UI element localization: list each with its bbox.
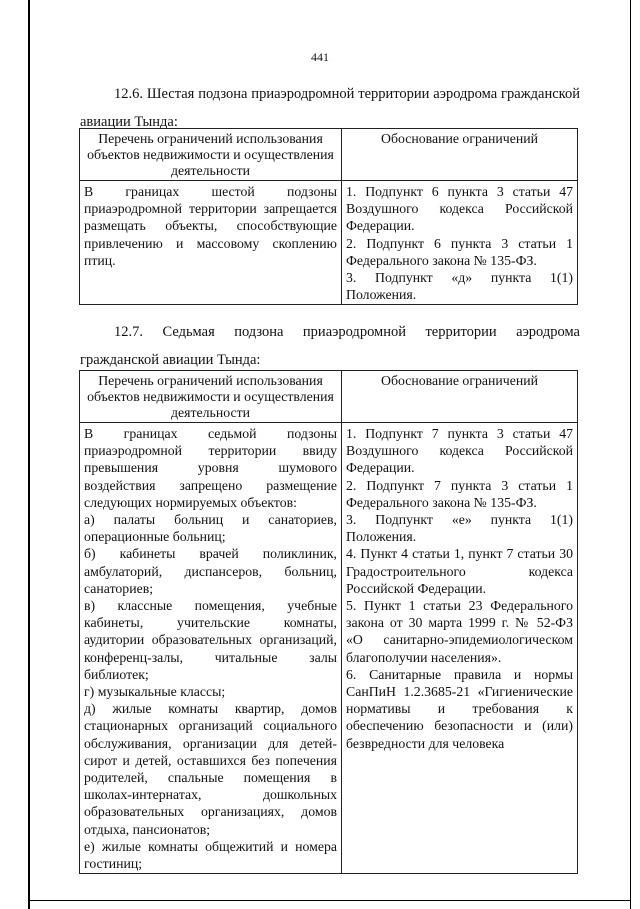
ground-item: 4. Пункт 4 статьи 1, пункт 7 статьи 30 Градостроительного кодекса Российской Федерации. (346, 546, 573, 596)
col-grounds-header: Обоснование ограничений (342, 129, 578, 181)
section-12-6-heading: 12.6. Шестая подзона приаэродромной территории аэродрома гражданской авиации Тында: (80, 86, 580, 130)
ground-item: 3. Подпункт «д» пункта 1(1) Положения. (346, 270, 573, 303)
restriction-item: д) жилые комнаты квартир, домов стационарных организаций социального обслуживания, организации для детей-сирот и детей, оставшихся без попечения родителей, спальные помещения в школах-интернатах, дошкольных образовательных организациях, домов отдыха, пансионатов; (84, 701, 337, 837)
restriction-item: В границах седьмой подзоны приаэродромной территории ввиду превышения уровня шумового воздействия запрещено размещение следующих нормируемых объектов: (84, 426, 337, 510)
restrictions-cell (80, 181, 342, 305)
table-row (80, 181, 578, 305)
table-header-row (80, 371, 578, 423)
ground-item: 5. Пункт 1 статьи 23 Федерального закона от 30 марта 1999 г. № 52-ФЗ «О санитарно-эпидемиологическом благополучии населения». (346, 598, 573, 665)
section-12-7-heading: 12.7. Седьмая подзона приаэродромной территории аэродрома гражданской авиации Тында: (80, 324, 580, 368)
section-12-7-table (79, 370, 578, 874)
ground-item: 2. Подпункт 7 пункта 3 статьи 1 Федерального закона № 135-ФЗ. (346, 477, 573, 510)
restrictions-cell (80, 423, 342, 874)
col-grounds-header: Обоснование ограничений (342, 371, 578, 423)
scan-border-bottom (28, 900, 631, 901)
grounds-cell (342, 181, 578, 305)
ground-item: 6. Санитарные правила и нормы СанПиН 1.2.3685-21 «Гигиенические нормативы и требования к обеспечению безопасности и (или) безвредности для человека (346, 666, 573, 751)
restriction-item: а) палаты больниц и санаториев, операционные больниц; (84, 512, 337, 545)
table-header-row (80, 129, 578, 181)
ground-item: 3. Подпункт «е» пункта 1(1) Положения. (346, 512, 573, 545)
scan-border-left (28, 0, 30, 909)
col-restrictions-header: Перечень ограничений использования объектов недвижимости и осуществления деятельности (80, 371, 342, 423)
restriction-item: в) классные помещения, учебные кабинеты, учительские комнаты, аудитории образовательных организаций, конференц-залы, читальные залы библиотек; (84, 598, 337, 682)
ground-item: 1. Подпункт 7 пункта 3 статьи 47 Воздушного кодекса Российской Федерации. (346, 426, 573, 476)
grounds-cell (342, 423, 578, 874)
col-restrictions-header: Перечень ограничений использования объектов недвижимости и осуществления деятельности (80, 129, 342, 181)
restriction-item: е) жилые комнаты общежитий и номера гостиниц; (84, 838, 337, 872)
restriction-item: б) кабинеты врачей поликлиник, амбулаторий, диспансеров, больниц, санаториев; (84, 546, 337, 596)
restriction-item: г) музыкальные классы; (84, 684, 226, 700)
restriction-text: В границах шестой подзоны приаэродромной территории запрещается размещать объекты, способствующие привлечению и массовому скоплению птиц. (84, 184, 337, 268)
ground-item: 1. Подпункт 6 пункта 3 статьи 47 Воздушного кодекса Российской Федерации. (346, 184, 573, 234)
section-12-6-table (79, 128, 578, 305)
page-number: 441 (311, 50, 329, 64)
ground-item: 2. Подпункт 6 пункта 3 статьи 1 Федерального закона № 135-ФЗ. (346, 235, 573, 268)
scan-border-right (630, 0, 631, 909)
table-row (80, 423, 578, 874)
